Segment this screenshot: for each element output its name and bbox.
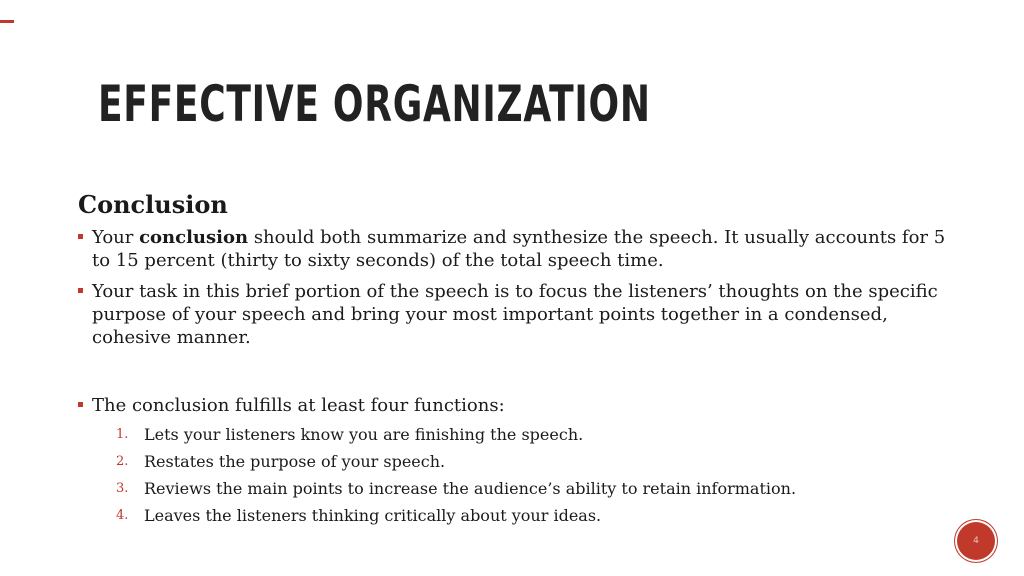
title-accent-marker [0, 20, 14, 23]
bullet-text-suffix: should both summarize and synthesize the speech. It usually accounts for 5 to 15 percent (thirty to sixty seconds) of the total speech time. [92, 227, 946, 271]
list-item [78, 475, 958, 502]
bullet-text-prefix: Your [92, 227, 140, 248]
list-item-number: 3. [116, 481, 129, 496]
page-number: 4 [973, 536, 979, 546]
slide-title: EFFECTIVE ORGANIZATION [98, 75, 651, 133]
bullet-square-icon [78, 288, 83, 293]
bullet-text: The conclusion fulfills at least four functions: [92, 395, 505, 416]
list-item-number: 2. [116, 454, 129, 469]
functions-list [78, 421, 958, 529]
list-item-number: 4. [116, 508, 129, 523]
list-item-text: Leaves the listeners thinking critically about your ideas. [144, 506, 602, 525]
bullet-square-icon [78, 234, 83, 239]
section-subhead: Conclusion [78, 190, 228, 219]
list-item-number: 1. [116, 427, 129, 442]
list-item-text: Lets your listeners know you are finishing the speech. [144, 425, 584, 444]
list-item [78, 448, 958, 475]
bullet-conclusion-task [78, 280, 958, 349]
list-item-text: Restates the purpose of your speech. [144, 452, 446, 471]
bullet-text: Your task in this brief portion of the speech is to focus the listeners’ thoughts on the specific purpose of your speech and bring your most important points together in a condensed, cohesive manner. [92, 281, 938, 348]
bullet-conclusion-functions [78, 394, 958, 417]
bullet-conclusion-definition [78, 226, 958, 272]
bullet-square-icon [78, 402, 83, 407]
slide-content [78, 188, 958, 529]
list-item [78, 502, 958, 529]
page-number-badge [957, 522, 995, 560]
bullet-text-bold: conclusion [139, 227, 249, 248]
list-item-text: Reviews the main points to increase the audience’s ability to retain information. [144, 479, 797, 498]
list-item [78, 421, 958, 448]
